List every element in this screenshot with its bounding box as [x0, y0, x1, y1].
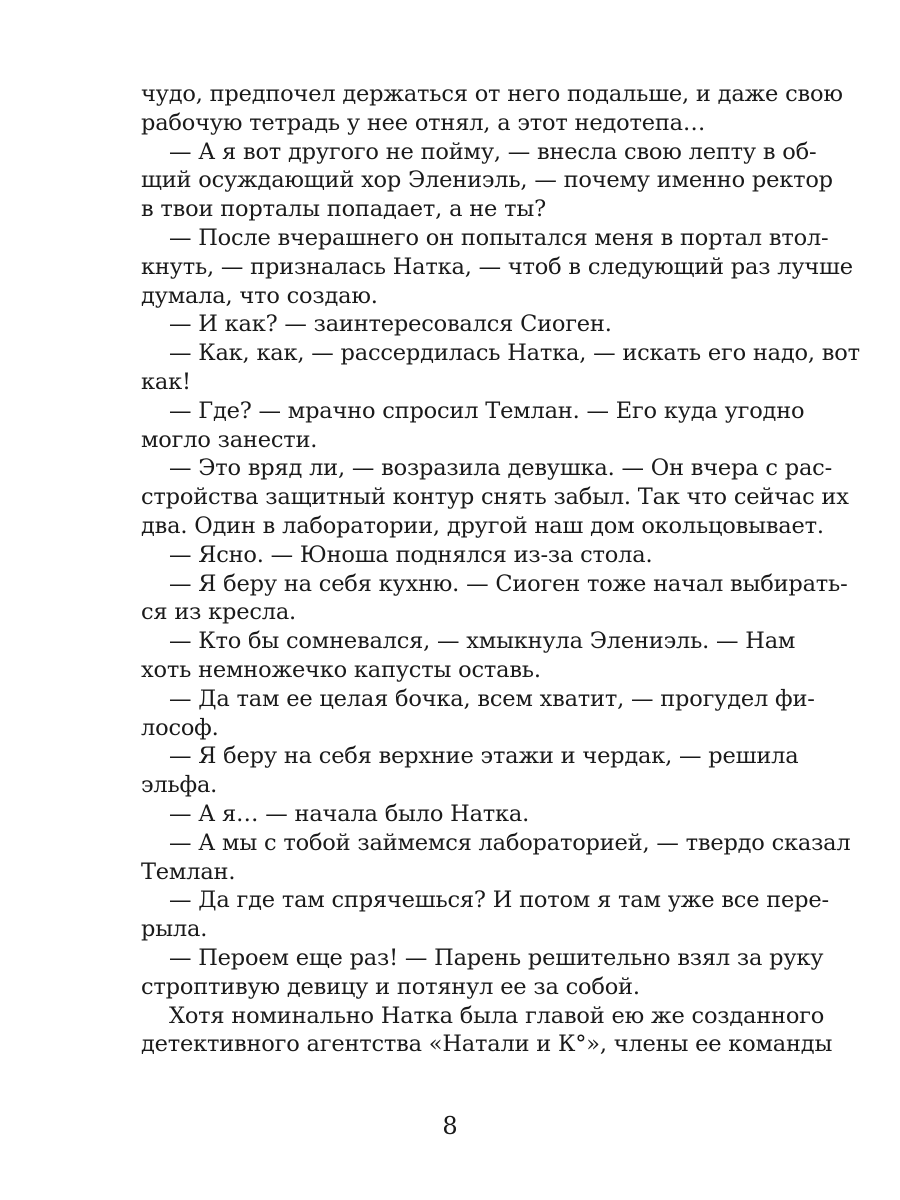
text-line: в твои порталы попадает, а не ты? — [141, 196, 546, 223]
paragraph — [141, 800, 757, 829]
paragraph — [141, 829, 851, 887]
text-line: рабочую тетрадь у нее отнял, а этот недотепа… — [141, 109, 706, 136]
text-line: — Это вряд ли, — возразила девушка. — Он вчера с рас- — [169, 455, 832, 482]
text-line: Хотя номинально Натка была главой ею же созданного — [169, 1002, 825, 1029]
text-line: хоть немножечко капусты оставь. — [141, 656, 541, 683]
text-line: эльфа. — [141, 772, 218, 799]
text-line: щий осуждающий хор Элениэль, — почему именно ректор — [141, 167, 833, 194]
paragraph — [141, 454, 849, 540]
paragraph — [141, 570, 848, 628]
text-line: — Где? — мрачно спросил Темлан. — Его куда угодно — [169, 397, 805, 424]
text-line: как! — [141, 368, 191, 395]
paragraph — [141, 886, 829, 944]
text-line: Темлан. — [141, 858, 236, 885]
text-line: ся из кресла. — [141, 599, 297, 626]
paragraph — [141, 224, 853, 310]
paragraph — [141, 944, 824, 1002]
text-line: стройства защитный контур снять забыл. Так что сейчас их — [141, 484, 849, 511]
text-line: рыла. — [141, 916, 208, 943]
text-line: два. Один в лаборатории, другой наш дом окольцовывает. — [141, 512, 824, 539]
page-number: 8 — [442, 1112, 458, 1140]
text-line: — Я беру на себя кухню. — Сиоген тоже начал выбирать- — [169, 570, 848, 597]
text-line: — А мы с тобой займемся лабораторией, — твердо сказал — [169, 829, 851, 856]
text-line: строптивую девицу и потянул ее за собой. — [141, 973, 640, 1000]
text-line: детективного агентства «Натали и К°», члены ее команды — [141, 1031, 833, 1058]
paragraph — [141, 138, 833, 224]
paragraph — [141, 310, 757, 339]
paragraph — [141, 397, 805, 455]
text-line: — Я беру на себя верхние этажи и чердак, — решила — [169, 743, 799, 770]
paragraph — [141, 1002, 833, 1060]
text-line: — Да там ее целая бочка, всем хватит, — прогудел фи- — [169, 685, 815, 712]
text-line: — Как, как, — рассердилась Натка, — искать его надо, вот — [169, 340, 860, 367]
text-line: — А я вот другого не пойму, — внесла свою лепту в об- — [169, 138, 817, 165]
paragraph — [141, 541, 757, 570]
text-line: — Пероем еще раз! — Парень решительно взял за руку — [169, 944, 824, 971]
paragraph — [141, 627, 796, 685]
text-line: — А я… — начала было Натка. — [169, 800, 530, 827]
text-line: лософ. — [141, 714, 219, 741]
paragraph — [141, 685, 815, 743]
text-line: думала, что создаю. — [141, 282, 378, 309]
text-line: — И как? — заинтересовался Сиоген. — [169, 311, 612, 338]
paragraph — [141, 80, 843, 138]
text-line: — Кто бы сомневался, — хмыкнула Элениэль. — Нам — [169, 628, 796, 655]
text-line: — Ясно. — Юноша поднялся из-за стола. — [169, 541, 653, 568]
text-line: кнуть, — призналась Натка, — чтоб в следующий раз лучше — [141, 253, 853, 280]
text-line: — После вчерашнего он попытался меня в портал втол- — [169, 224, 829, 251]
body-text — [141, 80, 860, 1059]
text-line: чудо, предпочел держаться от него подальше, и даже свою — [141, 81, 843, 107]
paragraph — [141, 742, 799, 800]
text-line: — Да где там спрячешься? И потом я там уже все пере- — [169, 887, 829, 914]
text-line: могло занести. — [141, 426, 318, 453]
paragraph — [141, 339, 860, 397]
